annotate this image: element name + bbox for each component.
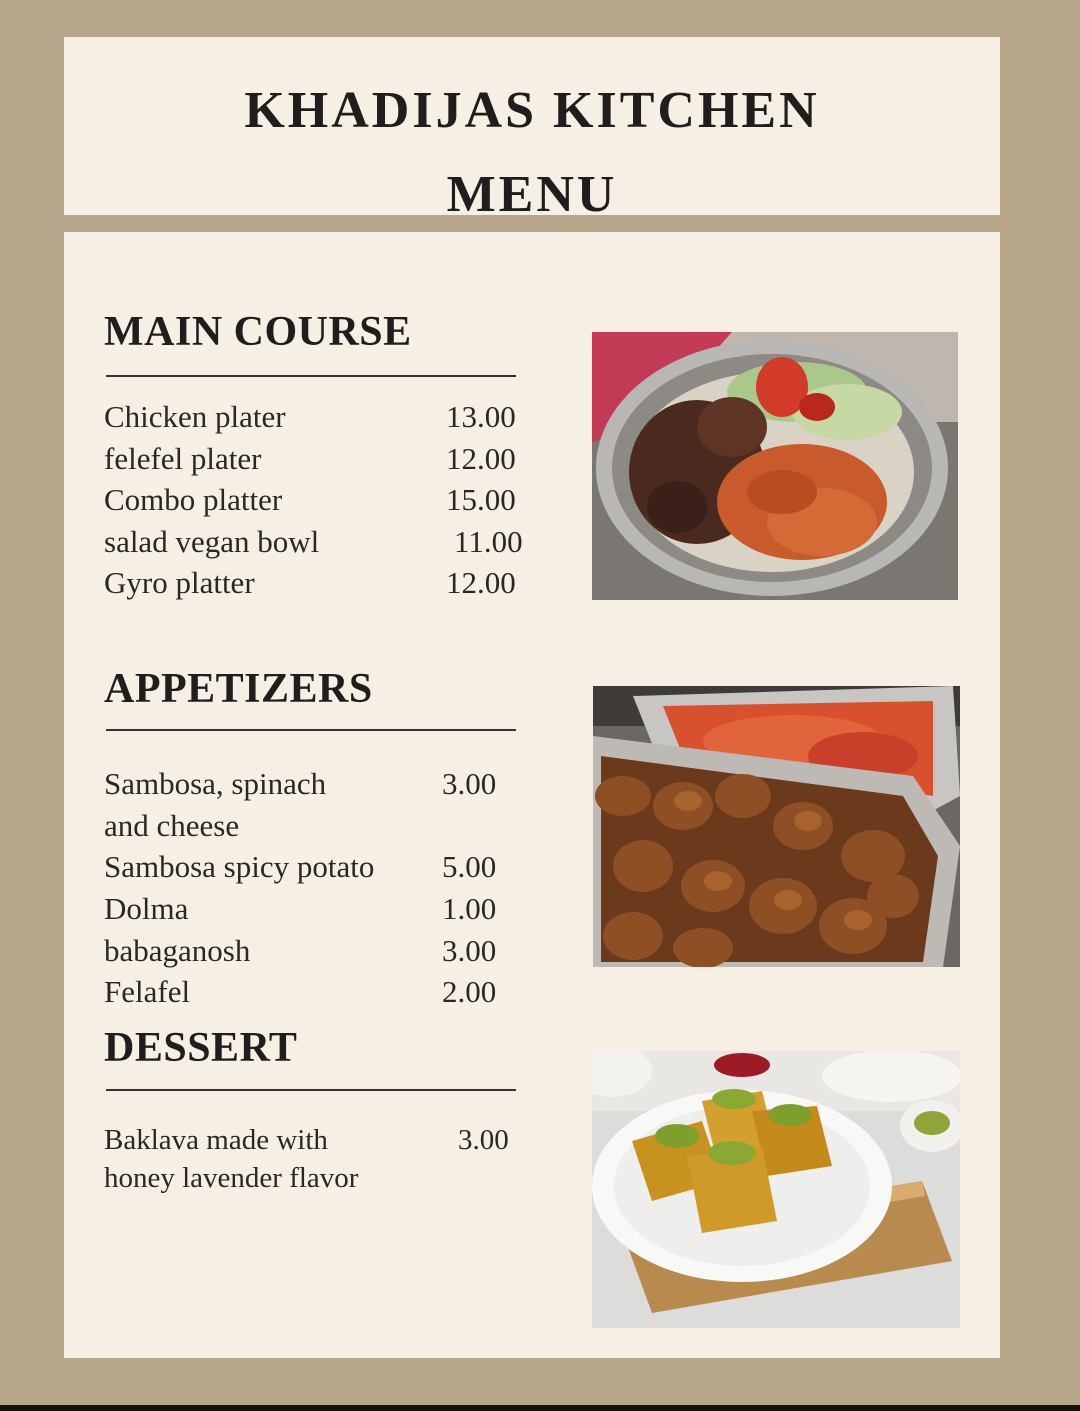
appetizers-food-photo	[593, 686, 960, 967]
menu-item-name: Combo platter	[104, 482, 283, 517]
main-course-food-photo	[592, 332, 958, 600]
menu-item-name: Sambosa spicy potato	[104, 849, 375, 884]
restaurant-title: KHADIJAS KITCHEN	[244, 82, 820, 139]
menu-item-price: 3.00	[442, 766, 497, 801]
menu-item-name: felefel plater	[104, 441, 262, 476]
menu-item-price: 15.00	[446, 482, 516, 517]
menu-item-name: Chicken plater	[104, 399, 286, 434]
menu-item-name: babaganosh	[104, 933, 251, 968]
menu-header	[64, 37, 1000, 223]
menu-body	[64, 232, 1000, 1358]
divider	[106, 1089, 516, 1091]
divider	[106, 729, 516, 731]
menu-item-name: Baklava made with	[104, 1124, 328, 1156]
divider	[106, 375, 516, 377]
menu-item-price: 5.00	[442, 849, 497, 884]
menu-item-name: Dolma	[104, 891, 189, 926]
menu-title: MENU	[446, 166, 618, 223]
menu-item-name: Sambosa, spinach	[104, 766, 327, 801]
menu-item-name-continued: honey lavender flavor	[104, 1162, 359, 1194]
menu-item-price: 12.00	[446, 565, 516, 600]
menu-item-price: 13.00	[446, 399, 516, 434]
menu-item-price: 2.00	[442, 974, 497, 1009]
menu-item-name-continued: and cheese	[104, 808, 240, 843]
menu-item-price: 3.00	[458, 1124, 509, 1156]
section-title-appetizers: APPETIZERS	[104, 666, 373, 712]
menu-item-name: Gyro platter	[104, 565, 255, 600]
section-title-main-course: MAIN COURSE	[104, 309, 412, 355]
dessert-food-photo	[592, 1051, 960, 1328]
menu-item-price: 12.00	[446, 441, 516, 476]
menu-item-price: 3.00	[442, 933, 497, 968]
bottom-edge-bar	[0, 1405, 1080, 1411]
menu-item-name: Felafel	[104, 974, 191, 1009]
menu-item-price: 1.00	[442, 891, 497, 926]
menu-item-name: salad vegan bowl	[104, 524, 320, 559]
section-title-dessert: DESSERT	[104, 1025, 298, 1071]
menu-item-price: 11.00	[454, 524, 523, 559]
